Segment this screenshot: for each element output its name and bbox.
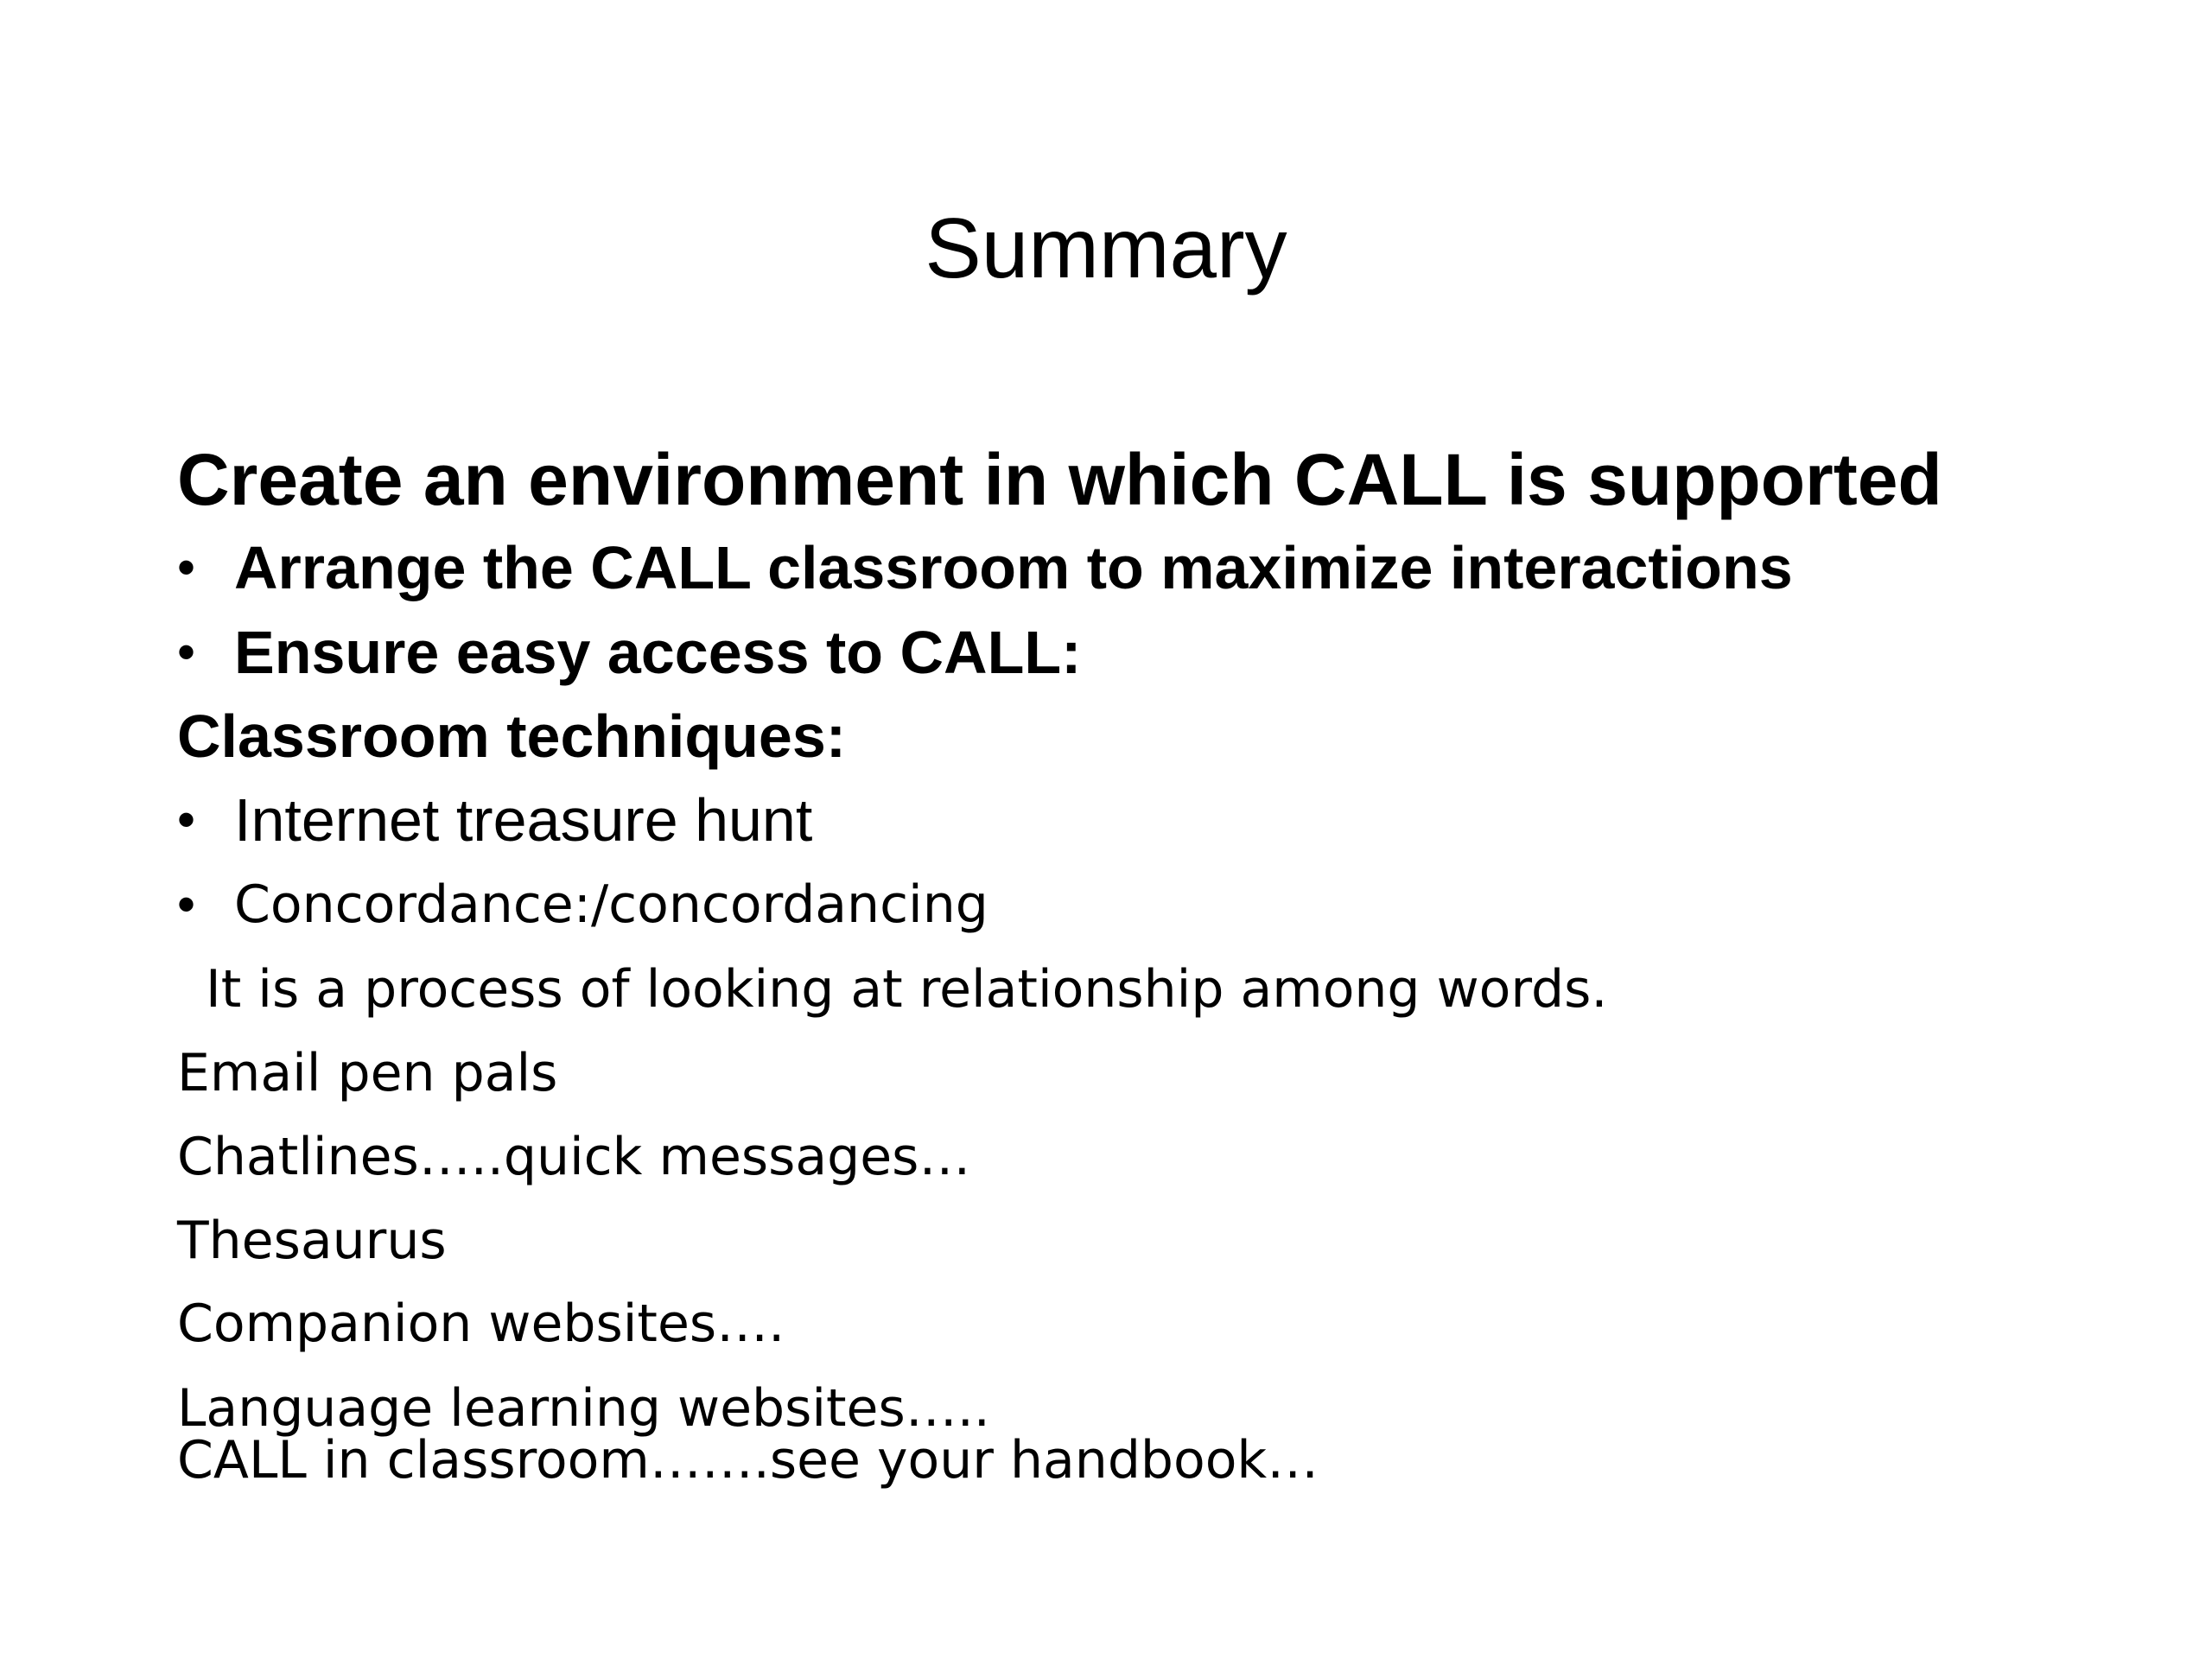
explanation-text: It is a process of looking at relationship among words. <box>206 959 1608 1020</box>
bullet-icon: • <box>177 538 196 596</box>
bullet-text: Internet treasure hunt <box>234 786 813 854</box>
list-item: Chatlines…..quick messages… <box>177 1127 971 1187</box>
slide-title: Summary <box>925 200 1287 296</box>
bullet-icon: • <box>177 623 196 681</box>
bullet-icon: • <box>177 875 196 933</box>
bullet-item <box>177 784 2078 856</box>
slide-heading: Create an environment in which CALL is supported <box>177 439 1942 520</box>
bullet-text: Concordance:/concordancing <box>234 874 988 935</box>
bullet-text: Arrange the CALL classroom to maximize interactions <box>234 534 1793 601</box>
list-item: Email pen pals <box>177 1043 558 1103</box>
list-item: Language learning websites….. <box>177 1378 990 1439</box>
bullet-text: Ensure easy access to CALL: <box>234 619 1082 686</box>
slide-subheading: Classroom techniques: <box>177 702 847 770</box>
list-item: Thesaurus <box>177 1211 447 1271</box>
bullet-icon: • <box>177 791 196 849</box>
bullet-item <box>177 868 2078 941</box>
list-item: CALL in classroom…….see your handbook… <box>177 1430 1319 1491</box>
bullet-item <box>177 531 2078 604</box>
list-item: Companion websites…. <box>177 1294 785 1354</box>
bullet-item <box>177 616 2078 689</box>
